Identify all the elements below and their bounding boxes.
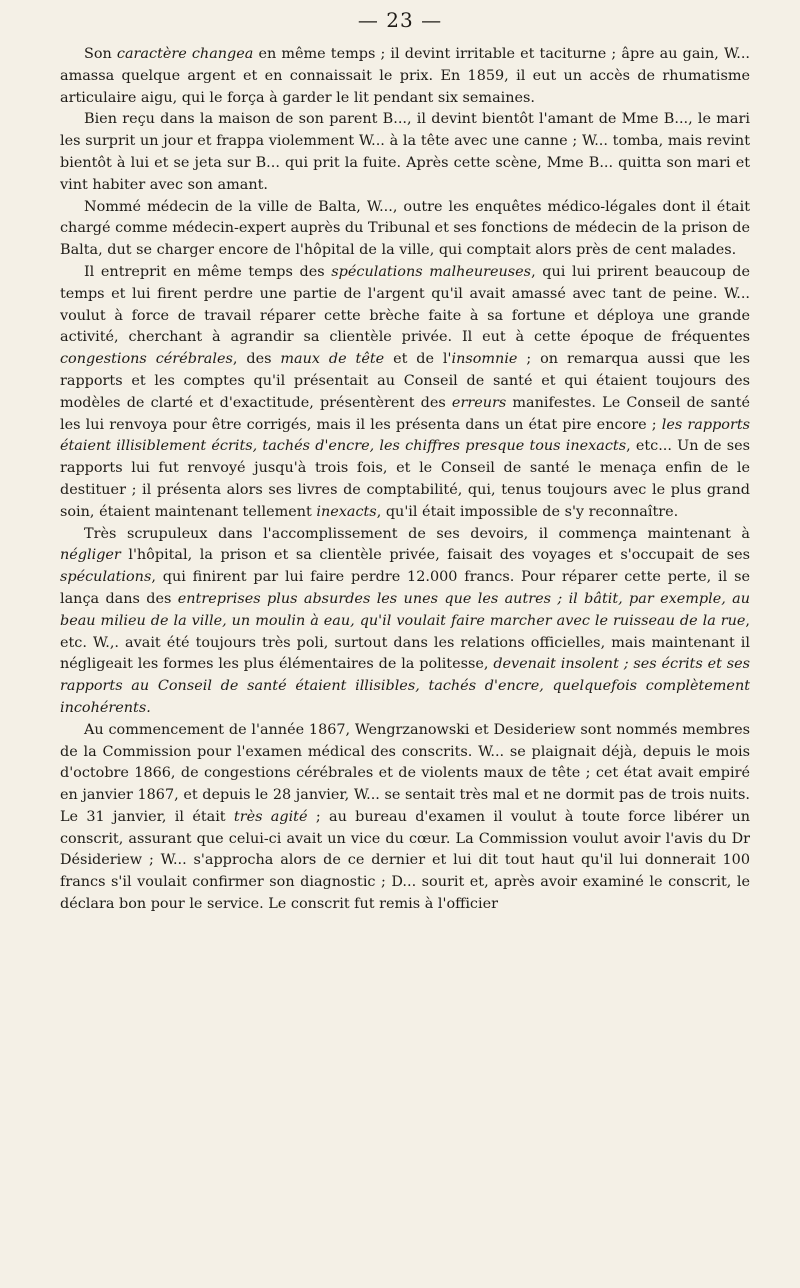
italic-run: entreprises plus absurdes les unes que les autres ; il bâtit, par exemple, au beau milieu de la ville, un moulin à eau, qu'il voulait faire marcher avec le ruisseau de la rue <box>60 590 750 629</box>
text-run: , des <box>232 351 281 368</box>
italic-run: spéculations <box>60 569 152 586</box>
italic-run: spéculations malheureuses <box>331 263 532 280</box>
page-number: — 23 — <box>357 8 443 32</box>
paragraph <box>60 197 750 262</box>
text-run: , etc. W.,. avait été toujours très poli, surtout dans les relations officielles, mais maintenant il négligeait les formes les plus élémentaires de la politesse, <box>60 612 750 673</box>
paragraph <box>60 720 750 916</box>
text-run: et de l' <box>384 351 452 368</box>
paragraph <box>60 524 750 720</box>
text-run: Son <box>84 46 117 62</box>
text-run: ; on remarqua aussi que les rapports et les comptes qu'il présentait au Conseil de santé et qui étaient toujours des modèles de clarté et d'exactitude, présentèrent des <box>60 351 750 411</box>
text-run: ; au bureau d'examen il voulut à toute force libérer un conscrit, assurant que celui-ci avait un vice du cœur. La Commission voulut avoir l'avis du Dr Désideriew ; W... s'approcha alors de ce dernier et lui dit tout haut qu'il lui donnerait 100 francs s'il voulait confirmer son diagnostic ; D... sourit et, après avoir examiné le conscrit, le déclara bon pour le service. Le conscrit fut remis à l'officier <box>60 808 750 913</box>
text-run: Très scrupuleux dans l'accomplissement de ses devoirs, il commença maintenant à <box>84 525 750 542</box>
text-run: Bien reçu dans la maison de son parent B..., il devint bientôt l'amant de Mme B..., le mari les surprit un jour et frappa violemment W... à la tête avec une canne ; W... tomba, mais revint bientôt à lui et se jeta sur B... qui prit la fuite. Après cette scène, Mme B... quitta son mari et vint habiter avec son amant. <box>60 111 750 193</box>
text-run: , qui lui prirent beaucoup de temps et lui firent perdre une partie de l'argent qu'il avait amassé avec tant de peine. W... voulut à force de travail réparer cette brèche faite à sa fortune et déploya une grande activité, cherchant à agrandir sa clientèle privée. Il eut à cette époque de fréquentes <box>60 263 751 346</box>
text-run: Au commencement de l'année 1867, Wengrzanowski et Desideriew sont nommés membres de la Commission pour l'examen médical des conscrits. W... se plaignait déjà, depuis le mois d'octobre 1866, de congestions cérébrales et de violents maux de tête ; cet état avait empiré en janvier 1867, et depuis le 28 janvier, W... se sentait très mal et ne dormit pas de trois nuits. Le 31 janvier, il était <box>60 721 750 825</box>
italic-run: devenait insolent ; ses écrits et ses rapports au Conseil de santé étaient illisibles, tachés d'encre, quelquefois complètement incohérents. <box>60 656 750 716</box>
text-run: , etc... Un de ses rapports lui fut renvoyé jusqu'à trois fois, et le Conseil de santé le menaça enfin de le destituer ; il présenta alors ses livres de comptabilité, qui, tenus toujours avec le plus grand soin, étaient maintenant tellement <box>60 438 750 520</box>
paragraph <box>60 262 750 524</box>
text-run: Nommé médecin de la ville de Balta, W..., outre les enquêtes médico-légales dont il était chargé comme médecin-expert auprès du Tribunal et ses fonctions de médecin de la prison de Balta, dut se charger encore de l'hôpital de la ville, qui comptait alors près de cent malades. <box>60 198 750 259</box>
italic-run: les rapports étaient illisiblement écrits, tachés d'encre, les chiffres presque tous inexacts <box>60 416 750 455</box>
italic-run: très agité <box>233 808 308 825</box>
paragraph <box>60 44 750 109</box>
text-run: , qui finirent par lui faire perdre 12.000 francs. Pour réparer cette perte, il se lança dans des <box>60 569 750 607</box>
paragraph <box>60 109 750 196</box>
italic-run: caractère changea <box>116 46 254 62</box>
text-run: , qu'il était impossible de s'y reconnaître. <box>376 503 679 520</box>
text-run: en même temps ; il devint irritable et taciturne ; âpre au gain, W... amassa quelque argent et en connaissait le prix. En 1859, il eut un accès de rhumatisme articulaire aigu, qui le força à garder le lit pendant six semaines. <box>60 46 750 106</box>
italic-run: erreurs <box>451 394 507 411</box>
text-run: Il entreprit en même temps des <box>84 263 332 280</box>
italic-run: congestions cérébrales <box>60 351 233 368</box>
text-run: manifestes. Le Conseil de santé les lui renvoya pour être corrigés, mais il les présenta dans un état pire encore ; <box>60 394 751 433</box>
italic-run: maux de tête <box>280 351 385 368</box>
italic-run: inexacts <box>316 503 377 520</box>
italic-run: négliger <box>60 547 121 564</box>
body-text <box>60 44 750 916</box>
text-run: l'hôpital, la prison et sa clientèle privée, faisait des voyages et s'occupait de ses <box>120 547 750 564</box>
italic-run: insomnie <box>451 351 518 368</box>
